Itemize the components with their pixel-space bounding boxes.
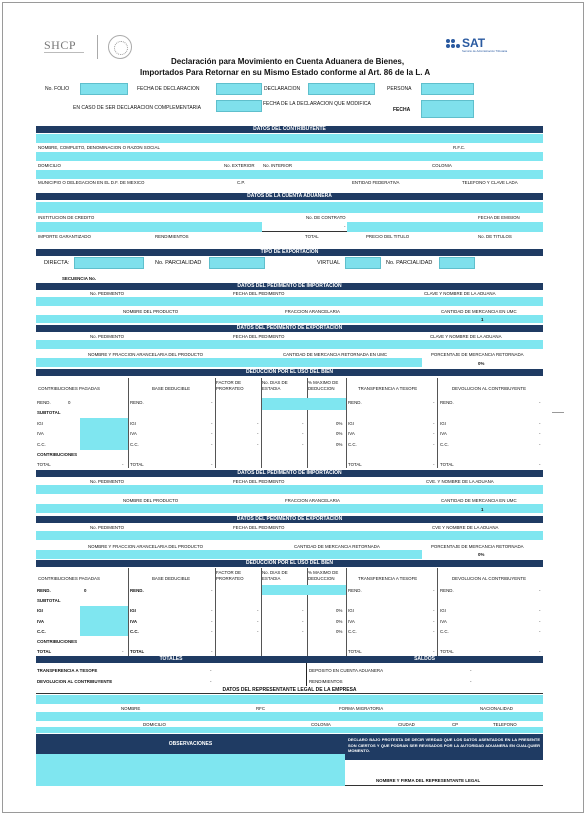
ded2-factor-label: FACTOR DE PRORRATEO xyxy=(216,570,244,581)
ded2-rend-value: 0 xyxy=(84,588,87,593)
ded1-base-igi: IGI xyxy=(130,421,136,426)
ded1-dash: - xyxy=(211,462,213,467)
ded2-maximo-label: % MAXIMO DE DEDUCCION xyxy=(308,570,339,581)
ded1-devol-total: TOTAL xyxy=(440,462,454,467)
tipo-header: TIPO DE EXPORTACION xyxy=(36,249,543,256)
exp2-fecha-field[interactable] xyxy=(172,531,347,540)
ded2-divider xyxy=(215,568,216,656)
ded1-dash: - xyxy=(433,400,435,405)
exp1-header: DATOS DEL PEDIMENTO DE EXPORTACION xyxy=(36,325,543,332)
ded2-transf-label: TRANSFERENCIA A TESOFE xyxy=(358,576,418,581)
ded1-dash: - xyxy=(539,442,541,447)
devol-contrib-value: - xyxy=(210,679,212,684)
importe-label: IMPORTE GARANTIZADO xyxy=(38,234,91,239)
interior-field[interactable] xyxy=(262,152,346,161)
rep-nombre-label: NOMBRE xyxy=(121,706,141,711)
ded1-dash: - xyxy=(539,421,541,426)
imp2-header: DATOS DEL PEDIMENTO DE IMPORTACION xyxy=(36,470,543,477)
ded2-dias-label: No. DIAS DE ESTADIA xyxy=(262,570,288,581)
sat-logo xyxy=(446,37,546,55)
rendimientos-saldo-value: - xyxy=(470,679,472,684)
ded2-divider xyxy=(437,568,438,656)
exp1-aduana-label: CLAVE Y NOMBRE DE LA ADUANA xyxy=(430,334,502,339)
ded2-dash: - xyxy=(211,588,213,593)
ded2-dash: - xyxy=(433,649,435,654)
exp2-porcentaje-label: PORCENTAJE DE MERCANCIA RETORNADA xyxy=(431,544,524,549)
total-field[interactable] xyxy=(262,222,347,232)
fecha-modifica-label: FECHA DE LA DECLARACION QUE MODIFICA xyxy=(263,101,371,107)
margin-mark xyxy=(552,412,564,413)
declaracion-label: DECLARACION xyxy=(264,86,301,92)
ded2-devol-label: DEVOLUCION AL CONTRIBUYENTE xyxy=(452,576,527,581)
virtual-field[interactable] xyxy=(345,257,381,269)
ded2-dash: - xyxy=(433,629,435,634)
fecha-declaracion-field[interactable] xyxy=(216,83,262,95)
deposito-value: - xyxy=(470,668,472,673)
ded2-total-label: TOTAL xyxy=(37,649,52,654)
rep-ciudad-label: CIUDAD xyxy=(398,722,415,727)
ded2-dash: - xyxy=(302,608,304,613)
imp2-producto-label: NOMBRE DEL PRODUCTO xyxy=(123,498,179,503)
imp1-pedimento-field[interactable] xyxy=(36,297,172,306)
ded2-base-label: BASE DEDUCIBLE xyxy=(152,576,191,581)
ded2-dash: - xyxy=(211,619,213,624)
ded1-total-label: TOTAL xyxy=(37,462,51,467)
ded1-divider xyxy=(215,378,216,468)
ded1-base-cc: C.C. xyxy=(130,442,139,447)
ded2-devol-iva: IVA xyxy=(440,619,447,624)
precio-field[interactable] xyxy=(347,222,438,232)
ded1-base-total: TOTAL xyxy=(130,462,144,467)
imp1-fraccion-label: FRACCION ARANCELARIA xyxy=(285,309,340,314)
ded1-divider xyxy=(261,378,262,468)
municipio-field[interactable] xyxy=(36,170,222,179)
rfc-label: R.F.C. xyxy=(453,145,466,150)
exterior-label: No. EXTERIOR xyxy=(224,163,255,168)
ded1-devol-label: DEVOLUCION AL CONTRIBUYENTE xyxy=(452,386,527,391)
imp2-fraccion-field[interactable] xyxy=(262,504,422,513)
ded2-iva-label: IVA xyxy=(37,619,44,624)
ded1-transf-cc: C.C. xyxy=(348,442,357,447)
rep-nacionalidad-field[interactable] xyxy=(416,712,543,721)
folio-field[interactable] xyxy=(80,83,128,95)
ded2-cc-label: C.C. xyxy=(37,629,46,634)
imp1-aduana-label: CLAVE Y NOMBRE DE LA ADUANA xyxy=(424,291,496,296)
rfc-field[interactable] xyxy=(346,134,543,143)
ded1-dash: - xyxy=(122,462,124,467)
ded1-maximo-label: % MAXIMO DE DEDUCCION xyxy=(308,380,339,391)
observaciones-header xyxy=(36,734,345,754)
imp1-producto-field[interactable] xyxy=(36,315,262,323)
ded1-dash: - xyxy=(257,431,259,436)
ded2-dash: - xyxy=(539,629,541,634)
entidad-field[interactable] xyxy=(262,170,422,179)
ded2-dash: - xyxy=(122,649,124,654)
rendimientos-label: RENDIMIENTOS xyxy=(155,234,189,239)
exp2-aduana-field[interactable] xyxy=(347,531,543,540)
ded2-dash: - xyxy=(211,608,213,613)
colonia-field[interactable] xyxy=(346,152,543,161)
ded1-contribuciones-label: CONTRIBUCIONES xyxy=(37,452,78,457)
declaracion-field[interactable] xyxy=(308,83,375,95)
domicilio-label: DOMICILIO xyxy=(38,163,61,168)
ded2-dash: - xyxy=(539,649,541,654)
ded2-contrib-field[interactable] xyxy=(80,606,128,636)
ded1-pct: 0% xyxy=(336,421,343,426)
ded2-devol-cc: C.C. xyxy=(440,629,449,634)
total-dash: - xyxy=(344,224,346,229)
shcp-logo-underline xyxy=(44,52,84,53)
ded1-devol-rend-label: REND. xyxy=(440,400,454,405)
protesta-box xyxy=(345,734,543,760)
titulos-field[interactable] xyxy=(438,222,543,232)
ded1-igi-label: IGI xyxy=(37,421,43,426)
ded1-dash: - xyxy=(257,421,259,426)
contrato-field-a[interactable] xyxy=(172,202,262,213)
secuencia-label: SECUENCIA No. xyxy=(62,276,96,281)
ded1-dash: - xyxy=(302,431,304,436)
titulos-label: No. DE TITULOS xyxy=(478,234,512,239)
domicilio-field[interactable] xyxy=(36,152,222,161)
ded1-pct: 0% xyxy=(336,431,343,436)
nombre-field[interactable] xyxy=(36,134,346,143)
ded1-header: DEDUCCION POR EL USO DEL BIEN xyxy=(36,369,543,376)
municipio-label: MUNICIPIO O DELEGACION EN EL D.F. DE MEXICO xyxy=(38,180,145,185)
exp1-cantidad-field[interactable] xyxy=(262,358,422,367)
exp1-aduana-field[interactable] xyxy=(347,340,543,349)
imp2-cantidad-value: 1 xyxy=(481,507,484,512)
ded2-rend-label: REND. xyxy=(37,588,51,593)
ded1-rend-value: 0 xyxy=(68,400,71,405)
exp1-producto-field[interactable] xyxy=(36,358,262,367)
ded1-contrib-label: CONTRIBUCIONES PAGADAS xyxy=(38,386,100,391)
ded2-pct: 0% xyxy=(336,608,343,613)
ded1-transf-total: TOTAL xyxy=(348,462,362,467)
emision-label: FECHA DE EMISION xyxy=(478,215,520,220)
ded1-devol-iva: IVA xyxy=(440,431,447,436)
contribuyente-header: DATOS DEL CONTRIBUYENTE xyxy=(36,126,543,133)
ded2-contribuciones-label: CONTRIBUCIONES xyxy=(37,639,78,644)
ded1-devol-igi: IGI xyxy=(440,421,446,426)
rep-domicilio-field[interactable] xyxy=(36,727,543,733)
ded1-subtotal-label: SUBTOTAL xyxy=(37,410,61,415)
ded2-dash: - xyxy=(539,588,541,593)
ded1-divider xyxy=(128,378,129,468)
exp1-pedimento-field[interactable] xyxy=(36,340,172,349)
transf-tesofe-label: TRANSFERENCIA A TESOFE xyxy=(37,668,98,673)
rep-top-field[interactable] xyxy=(36,695,543,704)
ded2-divider xyxy=(261,568,262,656)
sat-logo-text: SAT xyxy=(462,36,486,50)
ded1-transf-iva: IVA xyxy=(348,431,355,436)
ded1-dash: - xyxy=(539,462,541,467)
shcp-logo-text: SHCP xyxy=(44,38,77,52)
exp1-cantidad-label: CANTIDAD DE MERCANCIA RETORNADA EN UMC xyxy=(283,352,388,357)
cp-field[interactable] xyxy=(222,170,262,179)
ded2-transf-cc: C.C. xyxy=(348,629,357,634)
ded2-dias-field[interactable] xyxy=(262,585,346,595)
rep-rfc-label: RFC xyxy=(256,706,266,711)
shcp-divider xyxy=(97,35,98,59)
complementaria-label: EN CASO DE SER DECLARACION COMPLEMENTARIA xyxy=(73,105,201,111)
ded2-subtotal-label: SUBTOTAL xyxy=(37,598,61,603)
imp1-fecha-field[interactable] xyxy=(172,297,347,306)
importe-field[interactable] xyxy=(36,222,130,232)
contrato-label: No. DE CONTRATO xyxy=(306,215,346,220)
ded2-divider xyxy=(346,568,347,656)
exp1-producto-label: NOMBRE Y FRACCION ARANCELARIA DEL PRODUCTO xyxy=(88,352,203,357)
ded2-base-rend-label: REND. xyxy=(130,588,144,593)
ded1-dash: - xyxy=(539,431,541,436)
ded1-pct: 0% xyxy=(336,442,343,447)
ded2-devol-total: TOTAL xyxy=(440,649,454,654)
directa-label: DIRECTA: xyxy=(44,260,70,266)
imp1-producto-label: NOMBRE DEL PRODUCTO xyxy=(123,309,179,314)
rendimientos-field[interactable] xyxy=(130,222,262,232)
cuenta-header: DATOS DE LA CUENTA ADUANERA xyxy=(36,193,543,200)
exp2-aduana-label: CVE Y NOMBRE DE LA ADUANA xyxy=(432,525,499,530)
ded1-dash: - xyxy=(211,400,213,405)
observaciones-field[interactable] xyxy=(36,754,345,786)
protesta-text: DECLARO BAJO PROTESTA DE DECIR VERDAD QUE LOS DATOS ASENTADOS EN LA PRESENTE SON CIERTOS Y QUE PODRAN SER REVISADOS POR LA AUTORIDAD ADUANERA EN CUALQUIER MOMENTO. xyxy=(348,737,540,754)
entidad-label: ENTIDAD FEDERATIVA xyxy=(352,180,400,185)
rep-domicilio-label: DOMICILIO xyxy=(143,722,166,727)
ded1-dash: - xyxy=(433,442,435,447)
exp2-fecha-label: FECHA DEL PEDIMENTO xyxy=(233,525,285,530)
ded1-dias-label: No. DIAS DE ESTADIA xyxy=(262,380,288,391)
colonia-label: COLONIA xyxy=(432,163,452,168)
ded1-dash: - xyxy=(211,421,213,426)
contrato-field-b[interactable] xyxy=(262,202,438,213)
directa-field[interactable] xyxy=(74,257,144,269)
ded1-dash: - xyxy=(257,442,259,447)
rendimientos-saldo-label: RENDIMIENTOS xyxy=(309,679,343,684)
nombre-label: NOMBRE, COMPLETO, DENOMINACION O RAZON SOCIAL xyxy=(38,145,160,150)
observaciones-label: OBSERVACIONES xyxy=(168,741,213,747)
exp1-pedimento-label: No. PEDIMENTO xyxy=(90,334,125,339)
persona-field[interactable] xyxy=(421,83,474,95)
fecha-label: FECHA xyxy=(393,107,411,113)
cp-label: C.P. xyxy=(237,180,245,185)
ded1-dash: - xyxy=(211,442,213,447)
ded1-base-label: BASE DEDUCIBLE xyxy=(152,386,191,391)
ded1-divider xyxy=(346,378,347,468)
ded1-devol-cc: C.C. xyxy=(440,442,449,447)
ded2-divider xyxy=(307,568,308,656)
exp2-header: DATOS DEL PEDIMENTO DE EXPORTACION xyxy=(36,516,543,523)
totales-divider xyxy=(306,663,307,686)
telefono-field[interactable] xyxy=(422,170,543,179)
parcialidad1-label: No. PARCIALIDAD xyxy=(155,260,202,266)
ded1-transf-igi: IGI xyxy=(348,421,354,426)
ded2-transf-total: TOTAL xyxy=(348,649,362,654)
ded1-base-rend-label: REND. xyxy=(130,400,144,405)
ded2-pct: 0% xyxy=(336,619,343,624)
imp1-aduana-field[interactable] xyxy=(347,297,543,306)
ded2-divider xyxy=(128,568,129,656)
ded1-dash: - xyxy=(539,400,541,405)
sat-logo-icon xyxy=(446,39,460,51)
ded2-base-igi: IGI xyxy=(130,608,136,613)
telefono-label: TELEFONO Y CLAVE LADA xyxy=(462,180,518,185)
ded1-dash: - xyxy=(302,442,304,447)
emision-field[interactable] xyxy=(438,202,543,213)
ded2-base-cc: C.C. xyxy=(130,629,139,634)
institucion-field[interactable] xyxy=(36,202,172,213)
ded2-devol-igi: IGI xyxy=(440,608,446,613)
ded2-dash: - xyxy=(433,608,435,613)
exp2-producto-field[interactable] xyxy=(36,550,262,559)
rep-forma-label: FORMA MIGRATORIA xyxy=(339,706,384,711)
representante-header: DATOS DEL REPRESENTANTE LEGAL DE LA EMPRESA xyxy=(36,687,543,694)
ded1-rend-label: REND. xyxy=(37,400,51,405)
ded1-base-iva: IVA xyxy=(130,431,137,436)
rep-colonia-label: COLONIA xyxy=(311,722,331,727)
title-line-2: Importados Para Retornar en su Mismo Estado conforme al Art. 86 de la L. A xyxy=(140,68,431,77)
title-line-1: Declaración para Movimiento en Cuenta Aduanera de Bienes, xyxy=(171,57,405,66)
persona-label: PERSONA xyxy=(387,86,412,92)
ded2-devol-rend-label: REND. xyxy=(440,588,454,593)
transf-tesofe-value: - xyxy=(210,668,212,673)
imp1-fecha-label: FECHA DEL PEDIMENTO xyxy=(233,291,285,296)
imp2-cantidad-label: CANTIDAD DE MERCANCIA EN UMC xyxy=(441,498,517,503)
exp1-fecha-label: FECHA DEL PEDIMENTO xyxy=(233,334,285,339)
exp2-cantidad-field[interactable] xyxy=(262,550,422,559)
total-label: TOTAL xyxy=(305,234,319,239)
ded2-dash: - xyxy=(302,619,304,624)
ded2-dash: - xyxy=(539,608,541,613)
imp2-pedimento-label: No. PEDIMENTO xyxy=(90,479,125,484)
exterior-field[interactable] xyxy=(222,152,262,161)
ded2-dash: - xyxy=(539,619,541,624)
ded2-dash: - xyxy=(257,619,259,624)
imp1-pedimento-label: No. PEDIMENTO xyxy=(90,291,125,296)
ded2-dash: - xyxy=(302,629,304,634)
ded2-pct: 0% xyxy=(336,629,343,634)
exp1-fecha-field[interactable] xyxy=(172,340,347,349)
exp1-porcentaje-value: 0% xyxy=(478,361,485,366)
ded1-cc-label: C.C. xyxy=(37,442,46,447)
ded1-dash: - xyxy=(433,421,435,426)
ded1-dash: - xyxy=(433,431,435,436)
ded2-transf-iva: IVA xyxy=(348,619,355,624)
ded1-dash: - xyxy=(211,431,213,436)
imp1-fraccion-field[interactable] xyxy=(262,315,422,323)
devol-contrib-label: DEVOLUCION AL CONTRIBUYENTE xyxy=(37,679,113,684)
exp2-pedimento-field[interactable] xyxy=(36,531,172,540)
imp1-cantidad-value: 1 xyxy=(481,317,484,322)
ded2-igi-label: IGI xyxy=(37,608,43,613)
ded1-divider xyxy=(437,378,438,468)
imp2-aduana-label: CVE. Y NOMBRE DE LA ADUANA xyxy=(426,479,494,484)
ded2-transf-rend-label: REND. xyxy=(348,588,362,593)
fecha-declaracion-label: FECHA DE DECLARACION xyxy=(137,86,200,92)
firma-label: NOMBRE Y FIRMA DEL REPRESENTANTE LEGAL xyxy=(376,778,481,783)
parcialidad1-field[interactable] xyxy=(209,257,265,269)
exp2-cantidad-label: CANTIDAD DE MERCANCIA RETORNADA xyxy=(294,544,380,549)
ded2-dash: - xyxy=(211,649,213,654)
rep-telefono-label: TELEFONO xyxy=(493,722,517,727)
parcialidad2-label: No. PARCIALIDAD xyxy=(386,260,433,266)
exp2-pedimento-label: No. PEDIMENTO xyxy=(90,525,125,530)
fecha-field[interactable] xyxy=(421,100,474,118)
ded2-contrib-label: CONTRIBUCIONES PAGADAS xyxy=(38,576,100,581)
rep-nombre-field[interactable] xyxy=(36,712,216,721)
virtual-label: VIRTUAL xyxy=(317,260,341,266)
exp1-porcentaje-label: PORCENTAJE DE MERCANCIA RETORNADA xyxy=(431,352,524,357)
rep-cp-label: CP xyxy=(452,722,459,727)
ded2-base-total: TOTAL xyxy=(130,649,145,654)
ded2-transf-igi: IGI xyxy=(348,608,354,613)
saldos-header: SALDOS xyxy=(414,656,435,662)
ded1-dash: - xyxy=(433,462,435,467)
imp2-pedimento-field[interactable] xyxy=(36,485,172,494)
folio-label: No. FOLIO xyxy=(45,86,70,92)
ded2-base-iva: IVA xyxy=(130,619,137,624)
ded1-contrib-field[interactable] xyxy=(80,418,128,450)
sat-logo-subtext: Servicio de Administración Tributaria xyxy=(462,49,508,53)
exp2-producto-label: NOMBRE Y FRACCION ARANCELARIA DEL PRODUCTO xyxy=(88,544,203,549)
rep-rfc-field[interactable] xyxy=(216,712,336,721)
ded1-dias-field[interactable] xyxy=(262,398,346,410)
ded2-dash: - xyxy=(433,619,435,624)
imp2-aduana-field[interactable] xyxy=(347,485,543,494)
ded2-dash: - xyxy=(433,588,435,593)
ded1-iva-label: IVA xyxy=(37,431,44,436)
imp1-header: DATOS DEL PEDIMENTO DE IMPORTACION xyxy=(36,283,543,290)
ded1-transf-rend-label: REND. xyxy=(348,400,362,405)
rep-nacionalidad-label: NACIONALIDAD xyxy=(480,706,513,711)
imp2-producto-field[interactable] xyxy=(36,504,262,513)
totales-header: TOTALES xyxy=(159,656,183,662)
ded2-header: DEDUCCION POR EL USO DEL BIEN xyxy=(36,560,543,567)
ded1-factor-label: FACTOR DE PRORRATEO xyxy=(216,380,244,391)
imp1-cantidad-label: CANTIDAD DE MERCANCIA EN UMC xyxy=(441,309,517,314)
rep-forma-field[interactable] xyxy=(336,712,416,721)
mexico-seal-icon xyxy=(108,35,132,59)
deposito-label: DEPOSITO EN CUENTA ADUANERA xyxy=(309,668,384,673)
ded2-dash: - xyxy=(211,629,213,634)
ded1-dash: - xyxy=(302,421,304,426)
ded2-dash: - xyxy=(257,608,259,613)
ded2-dash: - xyxy=(257,629,259,634)
complementaria-field[interactable] xyxy=(216,100,262,112)
interior-label: No. INTERIOR xyxy=(263,163,293,168)
imp2-fecha-label: FECHA DEL PEDIMENTO xyxy=(233,479,285,484)
ded1-transf-label: TRANSFERENCIA A TESOFE xyxy=(358,386,418,391)
imp2-fecha-field[interactable] xyxy=(172,485,347,494)
shcp-logo xyxy=(44,38,90,58)
imp2-fraccion-label: FRACCION ARANCELARIA xyxy=(285,498,340,503)
precio-label: PRECIO DEL TITULO xyxy=(366,234,410,239)
exp2-porcentaje-value: 0% xyxy=(478,552,485,557)
institucion-label: INSTITUCION DE CREDITO xyxy=(38,215,95,220)
ded1-divider xyxy=(307,378,308,468)
parcialidad2-field[interactable] xyxy=(439,257,475,269)
